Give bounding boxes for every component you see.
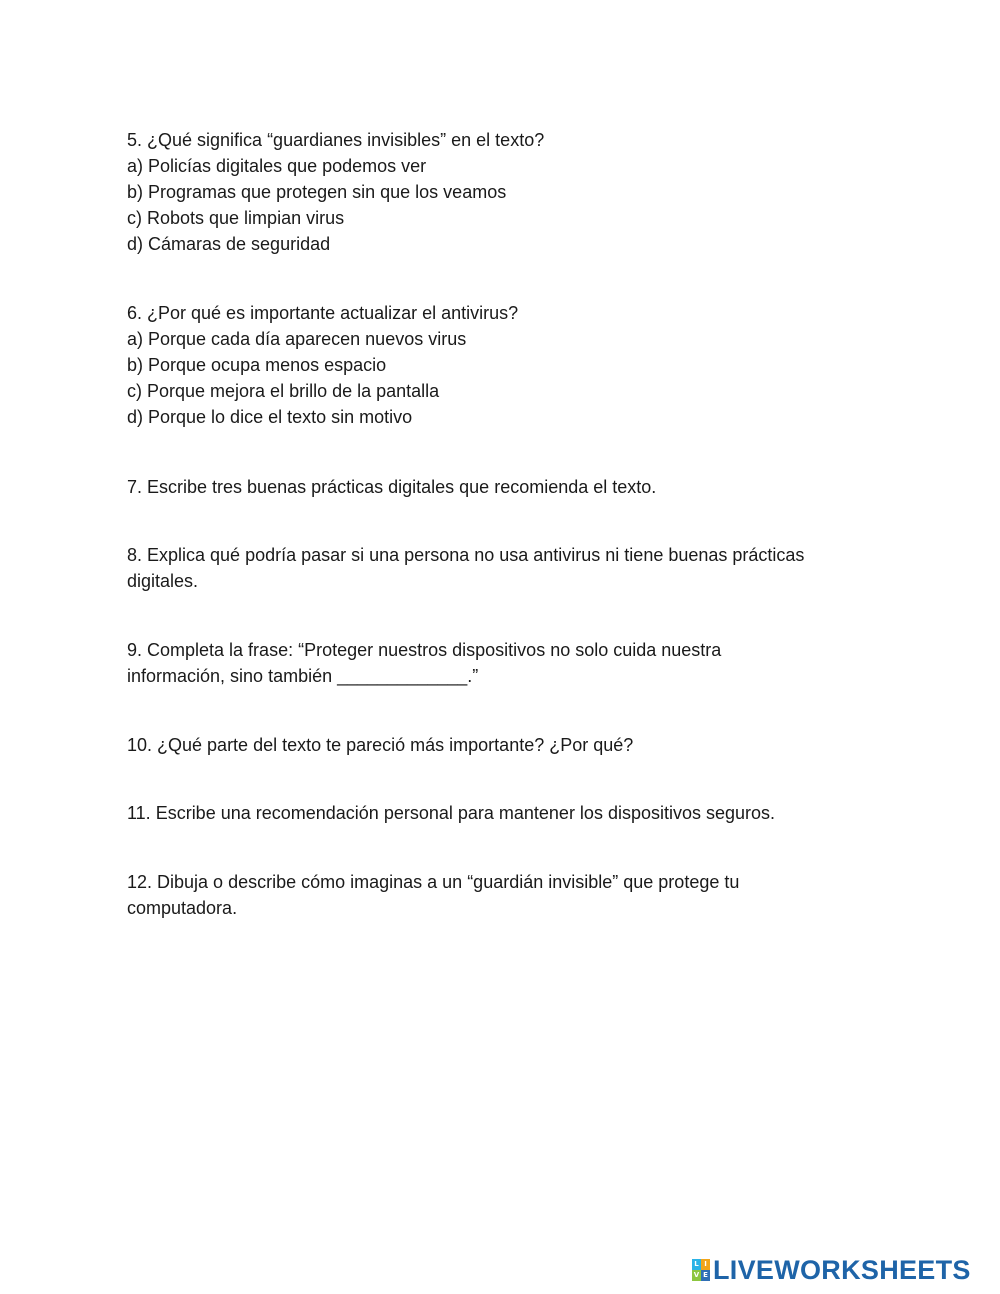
question-6-text: 6. ¿Por qué es importante actualizar el antivirus?: [127, 303, 519, 323]
question-12-text-line-2: computadora.: [127, 898, 238, 918]
question-5-text: 5. ¿Qué significa “guardianes invisibles” en el texto?: [127, 130, 545, 150]
logo-badge-letter: V: [693, 1271, 700, 1279]
question-6-option-a: a) Porque cada día aparecen nuevos virus: [127, 329, 467, 349]
logo-text: LIVEWORKSHEETS: [713, 1255, 971, 1285]
question-5-option-c: c) Robots que limpian virus: [127, 208, 345, 228]
question-10-text: 10. ¿Qué parte del texto te pareció más importante? ¿Por qué?: [127, 735, 634, 755]
question-8-text-line-2: digitales.: [127, 571, 199, 591]
question-9-text-line-2: información, sino también _____________.”: [127, 666, 479, 686]
question-5-option-a: a) Policías digitales que podemos ver: [127, 156, 427, 176]
question-6-option-b: b) Porque ocupa menos espacio: [127, 355, 387, 375]
liveworksheets-logo[interactable]: [692, 1256, 971, 1284]
question-5-option-d: d) Cámaras de seguridad: [127, 234, 331, 254]
logo-badge-letter: L: [692, 1259, 701, 1270]
question-12-text-line-1: 12. Dibuja o describe cómo imaginas a un “guardián invisible” que protege tu: [127, 872, 740, 892]
question-5-option-b: b) Programas que protegen sin que los veamos: [127, 182, 507, 202]
question-9-text-line-1: 9. Completa la frase: “Proteger nuestros dispositivos no solo cuida nuestra: [127, 640, 722, 660]
logo-badge-letter: E: [701, 1270, 710, 1281]
logo-badge-letter: I: [701, 1259, 710, 1270]
question-6-option-d: d) Porque lo dice el texto sin motivo: [127, 407, 413, 427]
question-6-option-c: c) Porque mejora el brillo de la pantalla: [127, 381, 440, 401]
question-8-text-line-1: 8. Explica qué podría pasar si una persona no usa antivirus ni tiene buenas prácticas: [127, 545, 805, 565]
question-11-text: 11. Escribe una recomendación personal para mantener los dispositivos seguros.: [127, 803, 776, 823]
logo-badge-icon: [692, 1259, 710, 1281]
question-7-text: 7. Escribe tres buenas prácticas digitales que recomienda el texto.: [127, 477, 657, 497]
